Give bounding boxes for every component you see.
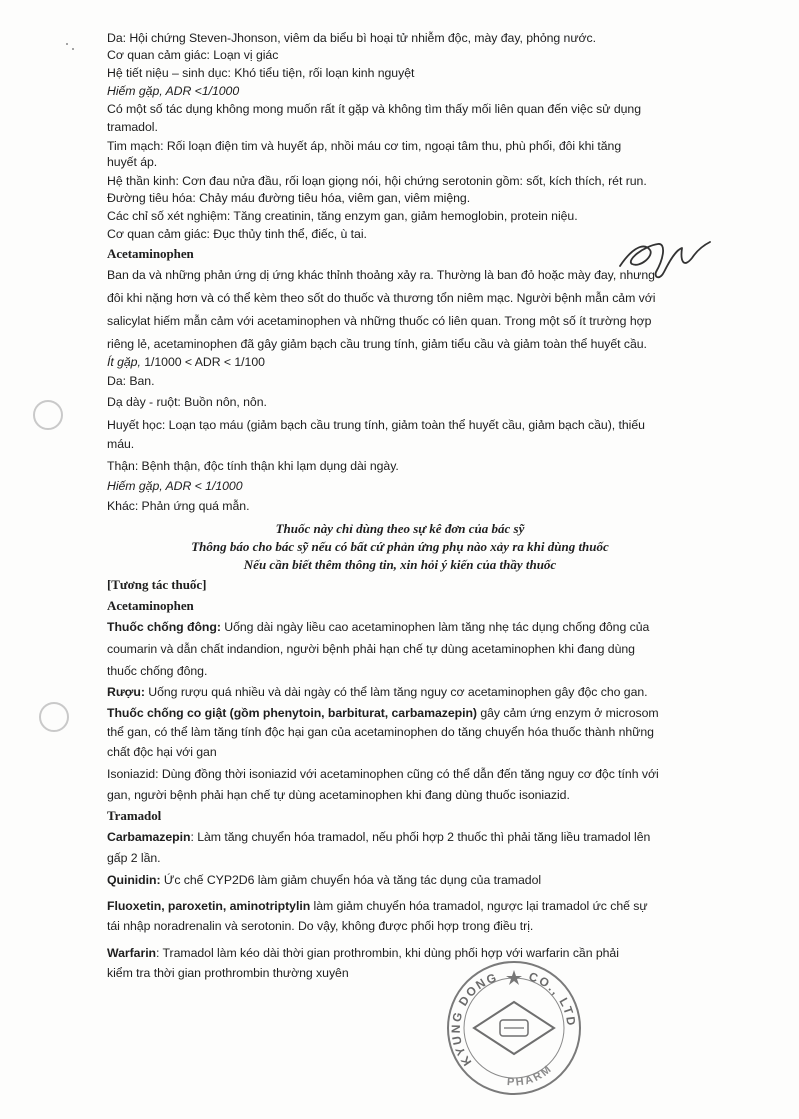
drug-name: Quinidin: xyxy=(107,873,161,887)
drug-name: Carbamazepin xyxy=(107,830,191,844)
text-line: salicylat hiếm mẫn cảm với acetaminophen và những thuốc có liên quan. Trong một số ít trường hợp xyxy=(107,314,652,328)
stamp-text-left: KYUNG DONG xyxy=(448,969,500,1069)
text-line: Cơ quan cảm giác: Loạn vị giác xyxy=(107,48,279,62)
section-heading: Acetaminophen xyxy=(107,246,194,261)
text-line xyxy=(107,872,747,888)
notice-line: Thuốc này chỉ dùng theo sự kê đơn của bác sỹ xyxy=(275,521,525,536)
text-line: Isoniazid: Dùng đồng thời isoniazid với acetaminophen cũng có thể dẫn đến tăng nguy cơ độc tính với xyxy=(107,767,659,781)
text-line: riêng lẻ, acetaminophen đã gây giảm bạch cầu trung tính, giảm tiểu cầu và giảm toàn thể huyết cầu. xyxy=(107,337,647,351)
text-line: tái nhập noradrenalin và serotonin. Do vậy, không được phối hợp trong điều trị. xyxy=(107,919,534,933)
interaction-text: : Làm tăng chuyển hóa tramadol, nếu phối hợp 2 thuốc thì phải tăng liều tramadol lên xyxy=(190,830,651,844)
text-line: Ban da và những phản ứng dị ứng khác thỉnh thoảng xảy ra. Thường là ban đỏ hoặc mày đay, nhưng xyxy=(107,268,655,282)
interaction-text: : Tramadol làm kéo dài thời gian prothrombin, khi dùng phối hợp với warfarin cần phải xyxy=(156,946,619,960)
text-line: đôi khi nặng hơn và có thể kèm theo sốt do thuốc và thương tổn niêm mạc. Người bệnh mẫn cảm với xyxy=(107,291,656,305)
company-stamp xyxy=(444,958,584,1098)
text-line: Đường tiêu hóa: Chảy máu đường tiêu hóa, viêm gan, viêm miệng. xyxy=(107,191,471,205)
text-line: coumarin và dẫn chất indandion, người bệnh phải hạn chế tự dùng acetaminophen khi đang dùng xyxy=(107,642,635,656)
text-line: Huyết học: Loạn tạo máu (giảm bạch cầu trung tính, giảm toàn thể huyết cầu, giảm bạch cầu), thiếu xyxy=(107,418,645,432)
frequency-label: Ít gặp, xyxy=(107,355,141,369)
text-line: Hiếm gặp, ADR < 1/1000 xyxy=(107,479,243,493)
punch-hole-bottom xyxy=(39,702,69,732)
frequency-value: 1/1000 < ADR < 1/100 xyxy=(140,355,265,369)
text-line: gấp 2 lần. xyxy=(107,851,161,865)
text-line: thể gan, có thể làm tăng tính độc hại gan của acetaminophen do tăng chuyển hóa thuốc thành những xyxy=(107,725,654,739)
drug-name: Thuốc chống co giật (gồm phenytoin, barbiturat, carbamazepin) xyxy=(107,706,477,720)
text-line xyxy=(107,705,747,721)
text-line: Thận: Bệnh thận, độc tính thận khi lạm dụng dài ngày. xyxy=(107,459,399,473)
interaction-text: Uống dài ngày liều cao acetaminophen làm tăng nhẹ tác dụng chống đông của xyxy=(220,620,650,634)
scan-speck xyxy=(72,48,74,50)
interaction-text: làm giảm chuyển hóa tramadol, ngược lại tramadol ức chế sự xyxy=(310,899,648,913)
section-heading: [Tương tác thuốc] xyxy=(107,577,207,592)
section-heading: Acetaminophen xyxy=(107,598,194,613)
interaction-text: gây cảm ứng enzym ở microsom xyxy=(476,706,659,720)
text-line: Có một số tác dụng không mong muốn rất ít gặp và không tìm thấy mối liên quan đến việc sử dụng xyxy=(107,102,641,116)
text-line: Dạ dày - ruột: Buồn nôn, nôn. xyxy=(107,395,267,409)
text-line: gan, người bệnh phải hạn chế tự dùng acetaminophen khi đang dùng thuốc isoniazid. xyxy=(107,788,570,802)
text-line: thuốc chống đông. xyxy=(107,664,208,678)
text-line xyxy=(107,684,747,700)
scan-speck xyxy=(66,43,68,45)
text-line: Da: Ban. xyxy=(107,374,155,388)
text-line: kiểm tra thời gian prothrombin thường xuyên xyxy=(107,966,349,980)
text-line: Cơ quan cảm giác: Đục thủy tinh thể, điếc, ù tai. xyxy=(107,227,367,241)
text-line: tramadol. xyxy=(107,120,158,134)
text-line xyxy=(107,945,747,961)
text-line xyxy=(107,354,747,370)
drug-name: Fluoxetin, paroxetin, aminotriptylin xyxy=(107,899,311,913)
text-line: Hệ thần kinh: Cơn đau nửa đầu, rối loạn giọng nói, hội chứng serotonin gồm: sốt, kích thích, rét run. xyxy=(107,174,647,188)
text-line: Da: Hội chứng Steven-Jhonson, viêm da biểu bì hoại tử nhiễm độc, mày đay, phỏng nước. xyxy=(107,31,597,45)
text-line: chất độc hại với gan xyxy=(107,745,217,759)
drug-name: Warfarin xyxy=(107,946,157,960)
drug-name: Rượu: xyxy=(107,685,145,699)
stamp-text-right: CO., LTD xyxy=(527,969,579,1029)
text-line: Tim mạch: Rối loạn điện tim và huyết áp, nhồi máu cơ tim, ngoại tâm thu, phù phổi, đôi khi tăng xyxy=(107,139,622,153)
drug-name: Thuốc chống đông: xyxy=(107,620,221,634)
text-line xyxy=(107,898,747,914)
section-heading: Tramadol xyxy=(107,808,162,823)
interaction-text: Ức chế CYP2D6 làm giảm chuyển hóa và tăng tác dụng của tramadol xyxy=(160,873,542,887)
text-line: huyết áp. xyxy=(107,155,158,169)
text-line: Hiếm gặp, ADR <1/1000 xyxy=(107,84,240,98)
notice-line: Nếu cần biết thêm thông tin, xin hỏi ý kiến của thầy thuốc xyxy=(243,557,557,572)
punch-hole-top xyxy=(33,400,63,430)
text-line xyxy=(107,829,747,845)
stamp-text-bottom: PHARM xyxy=(506,1062,555,1089)
text-line: máu. xyxy=(107,437,135,451)
text-line: Hệ tiết niệu – sinh dục: Khó tiểu tiện, rối loạn kinh nguyệt xyxy=(107,66,415,80)
text-line: Các chỉ số xét nghiệm: Tăng creatinin, tăng enzym gan, giảm hemoglobin, protein niệu. xyxy=(107,209,578,223)
text-line: Khác: Phản ứng quá mẫn. xyxy=(107,499,250,513)
interaction-text: Uống rượu quá nhiều và dài ngày có thể làm tăng nguy cơ acetaminophen gây độc cho gan. xyxy=(144,685,648,699)
notice-line: Thông báo cho bác sỹ nếu có bất cứ phản ứng phụ nào xảy ra khi dùng thuốc xyxy=(191,539,609,554)
text-line xyxy=(107,619,747,635)
